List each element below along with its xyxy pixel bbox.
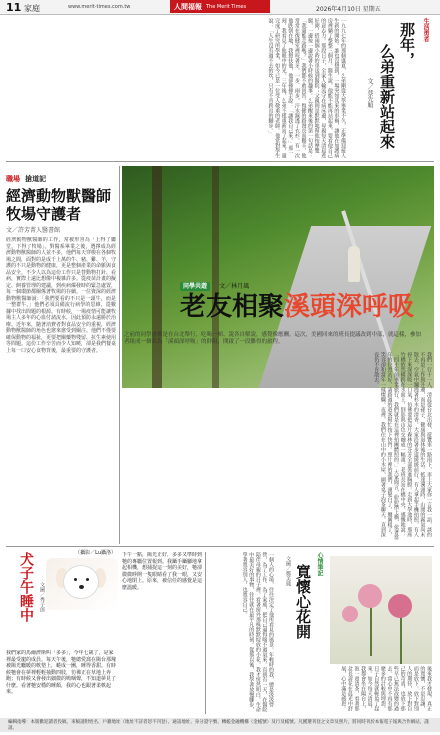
left-tag: 職場 xyxy=(6,175,20,183)
left-credit: （攝影／Lu攝洛） xyxy=(75,550,116,556)
dog-photo xyxy=(46,558,118,610)
dog-face xyxy=(64,566,98,598)
left-author: 文／許芳菁人醫書館 xyxy=(6,227,61,234)
left-title: 經濟動物獸醫師 牧場守護者 xyxy=(6,187,112,223)
divider-vertical xyxy=(119,166,120,544)
issue-date: 2026年4月10日 星期五 xyxy=(316,6,381,13)
bottom-mid xyxy=(208,552,330,714)
feature-title xyxy=(180,286,414,323)
divider-vertical xyxy=(205,552,206,714)
top-title-line1: 那年， xyxy=(398,22,416,67)
top-title-line2: 么弟重新站起來 xyxy=(378,44,396,149)
flower-stem xyxy=(400,614,402,664)
flower-stem xyxy=(370,606,372,656)
bottom-mid-author: 文圖／鄭美鳳 xyxy=(285,556,291,586)
bottom-left-body-2: 下午一點，陽光正好，多多又準時到牠的專屬位置報到。我躡手躡腳地拿起相機，想捕捉這一刻的美好，牠卻微微睜開一隻眼睛看了我一眼，又安心地閉上。原來，被信任的感覺是這麼溫暖。 xyxy=(122,552,202,591)
dog-eye xyxy=(74,578,77,581)
feature-author: 文／林月風 xyxy=(219,283,250,290)
bottom-mid-tag: 心情筆記 xyxy=(316,552,323,576)
flower-photo xyxy=(330,556,432,664)
bottom-left-body: 我們家的馬爾濟斯叫「多多」，今年七歲了，是家裡最受寵的成員。每天午後，牠總愛窩在陽台那塊被陽光曬暖的軟墊上，蜷成一團，睡得香甜。有時候牠會在夢裡輕輕抽動四肢，彷彿正在草地上奔跑；有時候又會發出細微的嗚咽聲，不知道夢見了什麼。看著牠安穩的睡顏，我的心也跟著柔軟起來。 xyxy=(6,650,117,695)
top-article-header xyxy=(352,18,434,158)
photo-person xyxy=(348,246,360,282)
flower-bloom xyxy=(342,606,358,622)
left-article xyxy=(6,166,116,556)
site-url[interactable]: www.merit-times.com.tw xyxy=(68,4,131,10)
dog-nose xyxy=(79,585,84,589)
page-number: 11 xyxy=(6,1,22,14)
bottom-left-title: 犬子午睡中 xyxy=(18,552,34,622)
left-body: 經濟動物獸醫師的工作，常被形容為「上得了廳堂，下得了牧場」。對醫系畢業之後，選擇成為經濟動物獸醫師的人並不多，他們每天穿梭在各個牧場之間，面對的是成千上萬的牛、豬、雞、羊，守護的不只是動物的健康，更是整個產業的命脈與食品安全。不少人以為這份工作只是替動物打針、看病，實際上遠比想像中複雜許多。從疫苗計畫的擬定、飼養管理的建議，到疾病爆發時的緊急處置，每一個環節都關係著牧場的存續。一位資深的經濟動物獸醫師說：「我們要看的不只是一頭牛，而是一整群牛。」他們必須具備流行病學的思維，從數據中找出問題的根源。有時候，一場疫情可能讓牧場主人多年的心血付諸流水，因此預防永遠勝於治療。近年來，隨著消費者對食品安全的重視，經濟動物獸醫師的角色也愈來愈受到關注。他們不僅要確保動物的福祉，更要把關藥物殘留、抗生素使用等問題。這份工作辛苦而少人知曉，卻是我們餐桌上每一口安心食物背後，最重要的守護者。 xyxy=(6,237,116,354)
left-tag-suffix: 搶道記 xyxy=(25,175,47,183)
feature-title-highlight: 溪頭深呼吸 xyxy=(284,292,415,322)
left-tag-row xyxy=(6,166,116,185)
flower-bloom xyxy=(388,594,412,618)
feature-body: 我們一行十一人，清晨從台北出發，遊覽車一路南下，車上大家你一言我一語，談的不再是工作與升遷，而是孫子、健康與退休後的生活。抵達溪頭時，山間的霧氣尚未散去，空氣中瀰漫著杉木的清香。大家沿著步道緩緩前行，有人拿起手機拍照，有人停下來深深吸一口氣，彷彿要把這片森林的芬芳全部裝進胸膛。走到大學池時，那座竹橋依然橫跨在水面上，倒影與山色交融成一幅畫。老班長站在橋中央，感慨地說：「四十年前畢業旅行，我們就是在這裡拍團體照的。」大家聞言，紛紛擠上橋，依著當年的位置站好，請路過的遊客幫忙按下快門。照片裡的我們，頭髮白了，腰圍粗了，笑容卻和當年一樣燦爛。夜裡，我們住在山中的小木屋，圍著桌子泡茶聊天，直到深夜仍不肯散去。 xyxy=(373,352,432,540)
feature-title-plain: 老友相聚 xyxy=(180,292,285,322)
divider xyxy=(6,546,434,547)
bottom-mid-title: 寬懷心花開 xyxy=(294,564,312,639)
footer-note: 編輯指導：本版歡迎讀者投稿，來稿請附姓名、戶籍地址（地址不詳者恕不刊登）、通訊地址、身分證字號、轉帳金融機構（金帳號）及行及帳號。凡獲選刊登之文章及照片，將同時刊於本報電子報與合作網站，謹請。 xyxy=(0,718,440,732)
feature-lead: 之前的同學會都是在台北舉行，吃喝一頓、說各自解說，感覺像應酬。這次，美國回來的班長提議改到中部，就這樣，參加者組成一個名為「溪頭深呼吸」的群組，開啟了一段難得的旅程。 xyxy=(124,332,422,345)
top-article-body: 一九九七年的那個盛夏，么弟剛從大學畢業不久，正準備迎接人生新的開始。誰也沒想到，一場突如其來的車禍，讓他在加護病房裡躺了整整三個月。醫生說，他能不能再站起來，要看他自己的意志力。那段日子，全家人輪流守在病床邊，母親每天清晨煮好粥，搭兩個小時的車送到醫院；父親則是默默地幫他按摩雙腿，一邊按一邊說著小時候的趣事。么弟醒來後的第一句話是：「我還能走路嗎？」我們都不敢回答。復健的路漫長而艱辛，他常常在復健室裡咬著牙，一步、兩步，汗水濕透了衣衫。有一次他跌倒在地，我想扶他，他卻揮揮手說：「讓我自己來。」那一刻，我看見了他眼中的光。三年後，么弟不僅重新站了起來，還完成了研究所學業，如今已是一位受人敬重的老師。他常對學生說：「人生沒有過不去的坎，只有不肯跨出的腳步。」 xyxy=(267,18,346,158)
bottom-left-author: 文圖／秀子郎 xyxy=(39,582,45,612)
top-author: 文／蔡先順 xyxy=(366,78,373,108)
brand-en: The Merit Times xyxy=(206,3,247,10)
feature-badge: 同學共遊 xyxy=(180,282,210,291)
dog-eye xyxy=(86,578,89,581)
bottom-left-header xyxy=(6,552,46,642)
divider xyxy=(6,161,434,162)
flower-bloom xyxy=(358,584,382,608)
bottom-mid-body: 一個人的心境，往往決定了他所看見的風景。年輕時的我，總是汲汲營營，為了工作、為了家庭，把自己逼得喘不過氣來。直到有一天，在醫院陪伴母親的日子裡，看著窗外那株默默綻放的小花，我才恍然明白，生命中最美好的事物，往往就在最平凡的時刻。從那以後，我學著放慢腳步，學著寬容別人，也寬容自己。 xyxy=(241,552,274,712)
bottom-right-body: 後來我才發現，真正的寬懷，不是忍讓，而是放下。放下對別人的期待，放下對自己的苛責，也放下那些早已無法改變的過去。當心中不再有那麼多的計較與埋怨，日子自然就輕盈了起來。如今每天清晨，我都會坐在陽台上，泡一壺清茶，看著那盆長壽花在晨光中舒展，心中滿是感恩。 xyxy=(340,666,432,711)
column-tag: 生活勇者 xyxy=(422,18,429,42)
newspaper-brand xyxy=(170,0,270,13)
section-name: 家庭 xyxy=(24,4,40,13)
brand-cn: 人間福報 xyxy=(174,2,202,11)
